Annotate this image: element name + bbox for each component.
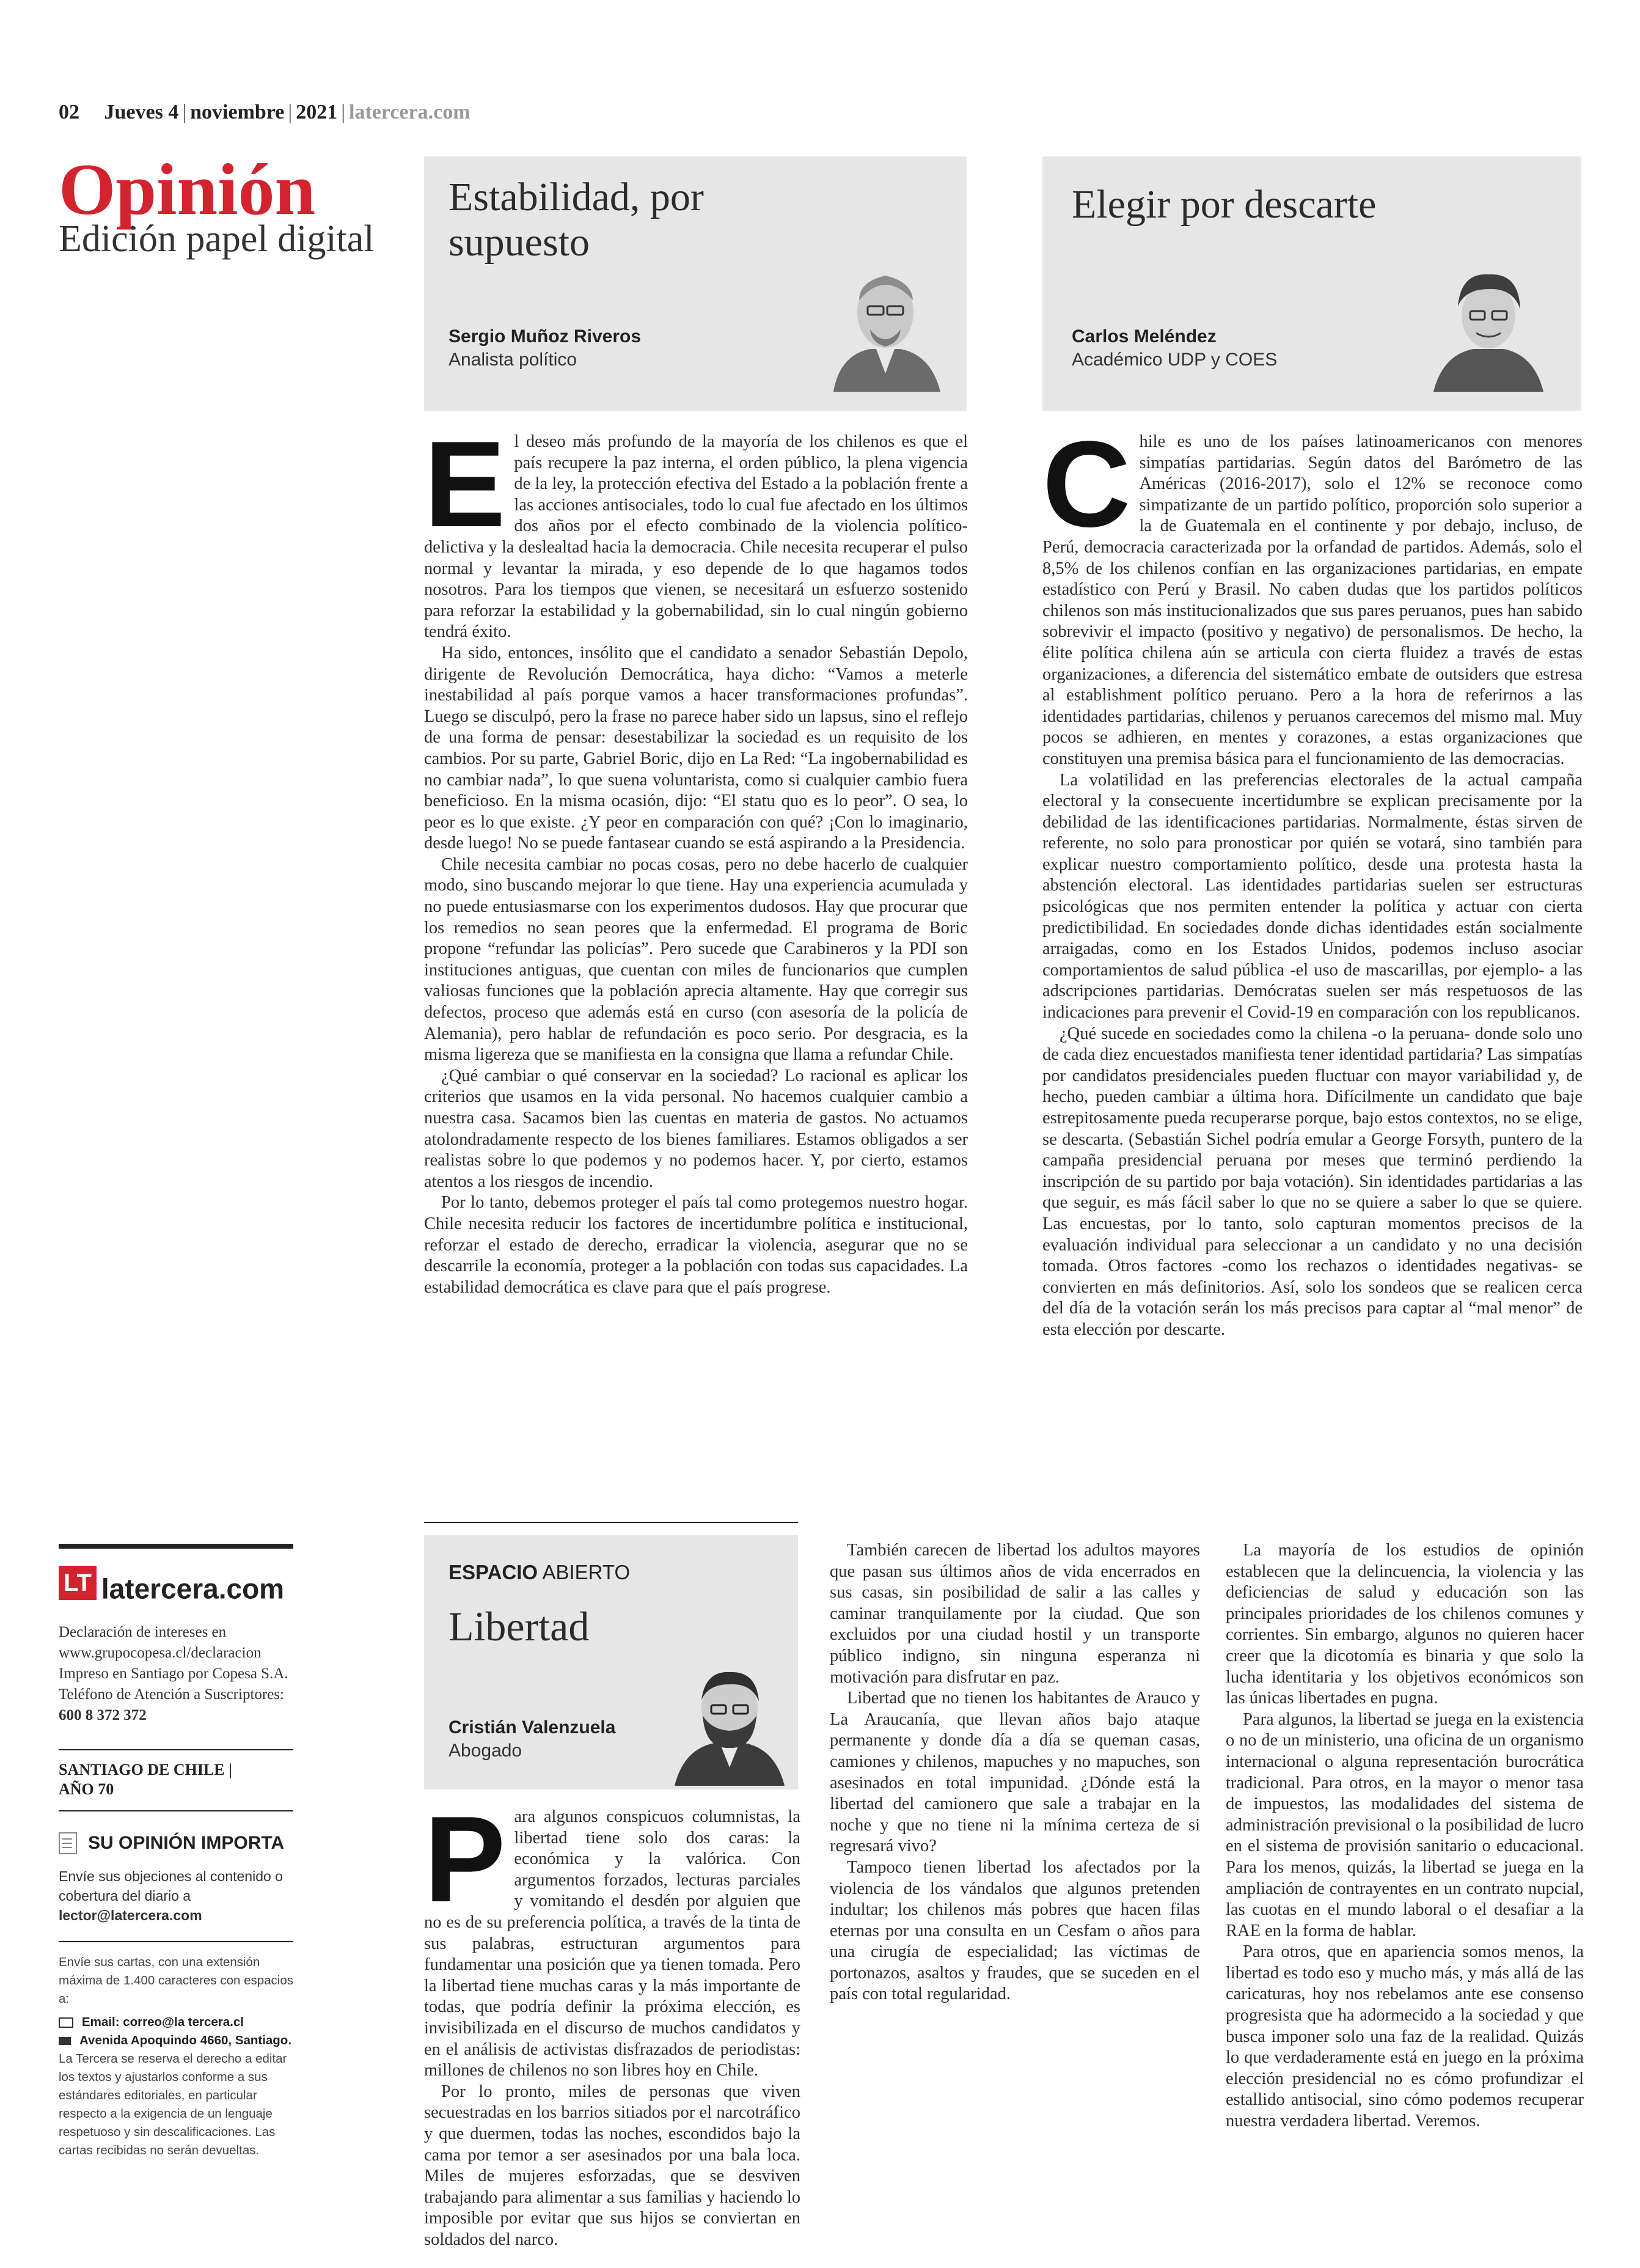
declaration-text: Declaración de intereses en www.grupocopesa.cl/declaracion Impreso en Santiago por Copesa S.A. Teléfono de Atención a Suscriptores: <box>59 1624 288 1703</box>
subscriber-phone: 600 8 372 372 <box>59 1707 147 1723</box>
declaration <box>59 1622 291 1726</box>
city-block <box>59 1760 232 1799</box>
drop-cap: C <box>1042 416 1131 552</box>
column-head-2 <box>1042 156 1581 411</box>
header-day: Jueves 4 <box>104 101 179 123</box>
paragraph: La volatilidad en las preferencias electorales de la actual campaña electoral y la consecuente incertidumbre se explican precisamente por la debilidad de las identificaciones partidarias. Normalmente, éstas sirven de referente, no solo para pronosticar por quién se votará, sino también para explicar nuestro comportamiento político, desde una protesta hasta la abstención electoral. Las identidades partidarias suelen ser estructuras psicológicas que nos permiten entender la política y actuar con cierta predictibilidad. En sociedades donde dichas identidades están socialmente arraigadas, como en los Estados Unidos, podemos incluso asociar comportamientos de salud pública -el uso de mascarillas, por ejemplo- a las adscripciones partidarias. Demócratas suelen ser más respetuosos de las indicaciones para prevenir el Covid-19 en comparación con los republicanos. <box>1042 770 1583 1022</box>
paragraph: l deseo más profundo de la mayoría de los chilenos es que el país recupere la paz interna, el orden público, la plena vigencia de la ley, la protección efectiva del Estado a la población frente a las acciones antisociales, todo lo cual fue afectado en los últimos dos años por el efecto combinado de la violencia político-delictiva y la deslealtad hacia la democracia. Chile necesita recuperar el pulso normal y levantar la mirada, y eso depende de lo que hagamos todos nosotros. Para los tiempos que vienen, se necesitará un esfuerzo sostenido para reforzar la estabilidad y la gobernabilidad, sin lo cual ningún gobierno tendrá éxito. <box>424 432 968 642</box>
column-head-3 <box>424 1535 798 1789</box>
site-logo[interactable] <box>59 1566 284 1605</box>
paragraph: La mayoría de los estudios de opinión establecen que la delincuencia, la violencia y las deficiencias de salud y educación son las principales prioridades de los chilenos comunes y corrientes. Sin embargo, algunos no quieren hacer creer que la dicotomía es binaria y que solo la lucha identitaria y los objetivos económicos son las únicas libertades en pugna. <box>1226 1541 1584 1708</box>
article-title: Libertad <box>448 1603 590 1650</box>
page-number: 02 <box>59 101 79 123</box>
paragraph: Tampoco tienen libertad los afectados por la violencia de los vándalos que algunos pretenden indultar; los chilenos más pobres que hacen filas eternas por una consulta en un Cesfam o años para una cirugía de especialidad; las víctimas de portonazos, asaltos y fraudes, que se suceden en el país con total regularidad. <box>830 1857 1200 2004</box>
divider <box>59 1810 293 1811</box>
column-head-1 <box>424 156 967 411</box>
city-label: SANTIAGO DE CHILE | <box>59 1761 232 1778</box>
author-role: Abogado <box>448 1741 522 1761</box>
paragraph: Ha sido, entonces, insólito que el candidato a senador Sebastián Depolo, dirigente de Revolución Democrática, haya dicho: “Vamos a meterle inestabilidad al país porque vamos a hacer transformaciones profundas”. Luego se disculpó, pero la frase no parece haber sido un lapsus, sino el reflejo de una forma de pensar: desestabilizar la sociedad es un requisito de los cambios. Por su parte, Gabriel Boric, dijo en La Red: “La ingobernabilidad es no cambiar nada”, lo que suena voluntarista, como si cualquier cambio fuera beneficioso. En la misma ocasión, dijo: “El statu quo es lo peor”. O sea, lo peor es lo que existe. ¿Y peor en comparación con qué? ¡Con lo imaginario, desde luego! No se puede fantasear cuando se está aspirando a la Presidencia. <box>424 643 968 853</box>
article-body-2 <box>1042 416 1583 1341</box>
author-portrait <box>1427 257 1550 392</box>
letters-text: Envíe sus cartas, con una extensión máxima de 1.400 caracteres con espacios a: <box>59 1955 294 2006</box>
divider <box>59 1749 293 1750</box>
address-line: Avenida Apoquindo 4660, Santiago. <box>79 2033 292 2047</box>
header-site[interactable]: latercera.com <box>349 101 470 123</box>
article-title: Estabilidad, por supuesto <box>448 175 704 265</box>
article-title: Elegir por descarte <box>1072 182 1377 227</box>
letters-info <box>59 1953 297 2160</box>
article-body-3a <box>424 1791 800 2250</box>
author-role: Analista político <box>448 350 577 370</box>
paragraph: También carecen de libertad los adultos mayores que pasan sus últimos años de vida encerrados en sus casas, sin posibilidad de salir a las calles y caminar tranquilamente por la ciudad. Que son excluidos por una ciudad hostil y un transporte público indigno, sin ninguna esperanza ni motivación para disfrutar en paz. <box>830 1541 1200 1687</box>
opinion-body: Envíe sus objeciones al contenido o cobertura del diario a <box>59 1868 283 1904</box>
paragraph: Libertad que no tienen los habitantes de Arauco y La Araucanía, que llevan años bajo ataque permanente y donde día a día se queman casas, camiones y chilenos, mapuches y no mapuches, son asesinados en total impunidad. ¿Dónde está la libertad del camionero que sale a trabajar en la noche y que no tiene ni la mínima certeza de si regresará vivo? <box>830 1689 1200 1856</box>
article-body-3c <box>1226 1540 1584 2132</box>
author-name: Sergio Muñoz Riveros <box>448 326 642 347</box>
section-label-bold: ESPACIO <box>448 1561 538 1584</box>
header-year: 2021 <box>296 101 338 123</box>
email-line[interactable]: Email: correo@la tercera.cl <box>82 2015 244 2029</box>
sidebar-rule <box>59 1544 293 1549</box>
paragraph: ¿Qué cambiar o qué conservar en la sociedad? Lo racional es aplicar los criterios que usamos en la vida personal. No hacemos cualquier cambio a nuestra casa. Sacamos bien las cuentas en materia de gastos. No actuamos atolondradamente respecto de los bienes familiares. Estamos obligados a ser realistas sobre lo que podemos y no podemos hacer. Y, por cierto, estamos atentos a los riesgos de incendio. <box>424 1066 968 1191</box>
paragraph: ¿Qué sucede en sociedades como la chilena -o la peruana- donde solo uno de cada diez encuestados manifiesta tener identidad partidaria? Las simpatías por candidatos presidenciales pueden fluctuar con mayor variabilidad y, de hecho, pueden cambiar a última hora. Difícilmente un candidato que baje estrepitosamente pueda recuperarse porque, bajo estos contextos, no se elige, se descarta. (Sebastián Sichel podría emular a George Forsyth, puntero de la campaña presidencial peruana por meses que terminó perdiendo la inscripción de su partido por baja votación). Sin identidades partidarias a las que seguir, es más fácil saber lo que no se quiere a saber lo que se quiere. Las encuestas, por lo tanto, solo capturan momentos precisos de la evaluación individual para seleccionar a un candidato y no una decisión tomada. Otros factores -como los rechazos o identidades negativas- se convierten en más definitorios. Así, solo los sondeos que se realicen cerca del día de la votación serán los más precisos para captar al “mal menor” de esta elección por descarte. <box>1042 1024 1583 1339</box>
paragraph: Para algunos, la libertad se juega en la existencia o no de un ministerio, una oficina de un organismo internacional o alguna representación burocrática tradicional. Para otros, en la mayor o menor tasa de impuestos, las modalidades del sistema de administración previsional o la posibilidad de lucro en el sistema de provisión sanitario o educacional. Para los menos, quizás, la libertad se juega en la ampliación de contrayentes en un contrato nupcial, las cuotas en el mundo laboral o el desafiar a la RAE en la forma de hablar. <box>1226 1709 1584 1940</box>
opinion-text <box>59 1866 297 1925</box>
header-month: noviembre <box>190 101 285 123</box>
divider <box>424 1522 798 1523</box>
document-icon <box>59 1832 77 1854</box>
logo-badge: LT <box>59 1566 97 1600</box>
drop-cap: P <box>424 1791 506 1928</box>
drop-cap: E <box>424 416 506 552</box>
disclaimer: La Tercera se reserva el derecho a editar los textos y ajustarlos conforme a sus estándares editoriales, en particular respecto a la exigencia de un lenguaje respetuoso y sin descalificaciones. Las cartas recibidas no serán devueltas. <box>59 2052 287 2157</box>
author-role: Académico UDP y COES <box>1072 350 1278 370</box>
opinion-heading <box>59 1832 284 1854</box>
page-header: 02 Jueves 4 | noviembre | 2021 | latercera.com <box>59 101 470 123</box>
section-label <box>448 1561 630 1584</box>
mailbox-icon <box>59 2037 71 2045</box>
section-subtitle: Edición papel digital <box>59 218 375 260</box>
paragraph: ara algunos conspicuos columnistas, la libertad tiene solo dos caras: la económica y la valórica. Con argumentos forzados, lecturas parciales y vomitando el desdén por alguien que no es de su preferencia política, a través de la tinta de sus palabras, estructuran argumentos para fundamentar una posición que ya tienen tomada. Pero la libertad tiene muchas caras y la más importante de todas, que podría definir la próxima elección, es invisibilizada en el discurso de muchos candidatos y en el análisis de activistas disfrazados de periodistas: millones de chilenos no son libres hoy en Chile. <box>424 1807 800 2080</box>
author-name: Carlos Meléndez <box>1072 326 1217 347</box>
envelope-icon <box>59 2017 73 2028</box>
section-title: Opinión <box>59 149 316 230</box>
author-name: Cristián Valenzuela <box>448 1717 616 1738</box>
opinion-heading-text: SU OPINIÓN IMPORTA <box>88 1833 285 1853</box>
divider <box>59 1941 293 1942</box>
article-body-1 <box>424 416 968 1298</box>
opinion-email[interactable]: lector@latercera.com <box>59 1907 202 1923</box>
author-portrait <box>668 1657 791 1786</box>
address-row <box>59 2031 297 2050</box>
paragraph: Para otros, que en apariencia somos menos, la libertad es todo eso y mucho más, y más allá de las caricaturas, hoy nos rebelamos ante ese consenso progresista que ha adormecido a la sociedad y que busca imponer solo una faz de la realidad. Quizás lo que verdaderamente está en juego en la próxima elección presidencial no es cómo profundizar el estallido antisocial, sino cómo podemos recuperar nuestra verdadera libertad. Veremos. <box>1226 1942 1584 2131</box>
year-label: AÑO 70 <box>59 1780 114 1798</box>
paragraph: Chile necesita cambiar no pocas cosas, pero no debe hacerlo de cualquier modo, sino buscando mejorar lo que tiene. Hay una experiencia acumulada y no puede entusiasmarse con los experimentos dudosos. Hay que procurar que los remedios no sean peores que la enfermedad. El programa de Boric propone “refundar las policías”. Pero sucede que Carabineros y la PDI son instituciones antiguas, que cuentan con miles de funcionarios que cumplen valiosas funciones que la población aprecia altamente. Hay que corregir sus defectos, proceso que además está en curso (con asesoría de la policía de Alemania), pero hablar de refundación es poco serio. Por desgracia, es la misma ligereza que se manifiesta en la consigna que llama a refundar Chile. <box>424 854 968 1065</box>
paragraph: hile es uno de los países latinoamericanos con menores simpatías partidarias. Según datos del Barómetro de las Américas (2016-2017), solo el 12% se reconoce como simpatizante de un partido político, proporción solo superior a la de Guatemala en el continente y por debajo, incluso, de Perú, democracia caracterizada por la orfandad de partidos. Además, solo el 8,5% de los chilenos confían en las organizaciones partidarias, en empate estadístico con Perú y Brasil. No caben dudas que los partidos políticos chilenos son más institucionalizados que sus pares peruanos, pues han sabido sobrevivir el impacto (positivo y negativo) de personalismos. De hecho, la élite política chilena aún se articula con cierta fluidez a través de estas organizaciones, a diferencia del sistemático embate de outsiders que estresa al establishment político peruano. Pero a la hora de referirnos a las identidades partidarias, chilenos y peruanos carecemos del mismo mal. Muy pocos se adhieren, en mentes y corazones, a estas organizaciones que constituyen una premisa básica para el funcionamiento de las democracias. <box>1042 432 1583 768</box>
logo-text: latercera.com <box>101 1573 285 1605</box>
author-portrait <box>827 257 943 392</box>
article-body-3b <box>830 1540 1200 2005</box>
paragraph: Por lo tanto, debemos proteger el país tal como protegemos nuestro hogar. Chile necesita reducir los factores de incertidumbre política e institucional, reforzar el estado de derecho, erradicar la violencia, asegurar que no se descarrile la economía, proteger a la población con todas sus capacidades. La estabilidad democrática es clave para que el país progrese. <box>424 1193 968 1297</box>
paragraph: Por lo pronto, miles de personas que viven secuestradas en los barrios sitiados por el narcotráfico y que duermen, todas las noches, escondidos bajo la cama por temor a ser asesinados por una bala loca. Miles de mujeres esforzadas, que se desviven trabajando para alimentar a sus familias y haciendo lo imposible por evitar que sus hijos se conviertan en soldados del narco. <box>424 2082 800 2249</box>
email-row <box>59 2013 297 2031</box>
section-label-light: ABIERTO <box>542 1561 631 1584</box>
